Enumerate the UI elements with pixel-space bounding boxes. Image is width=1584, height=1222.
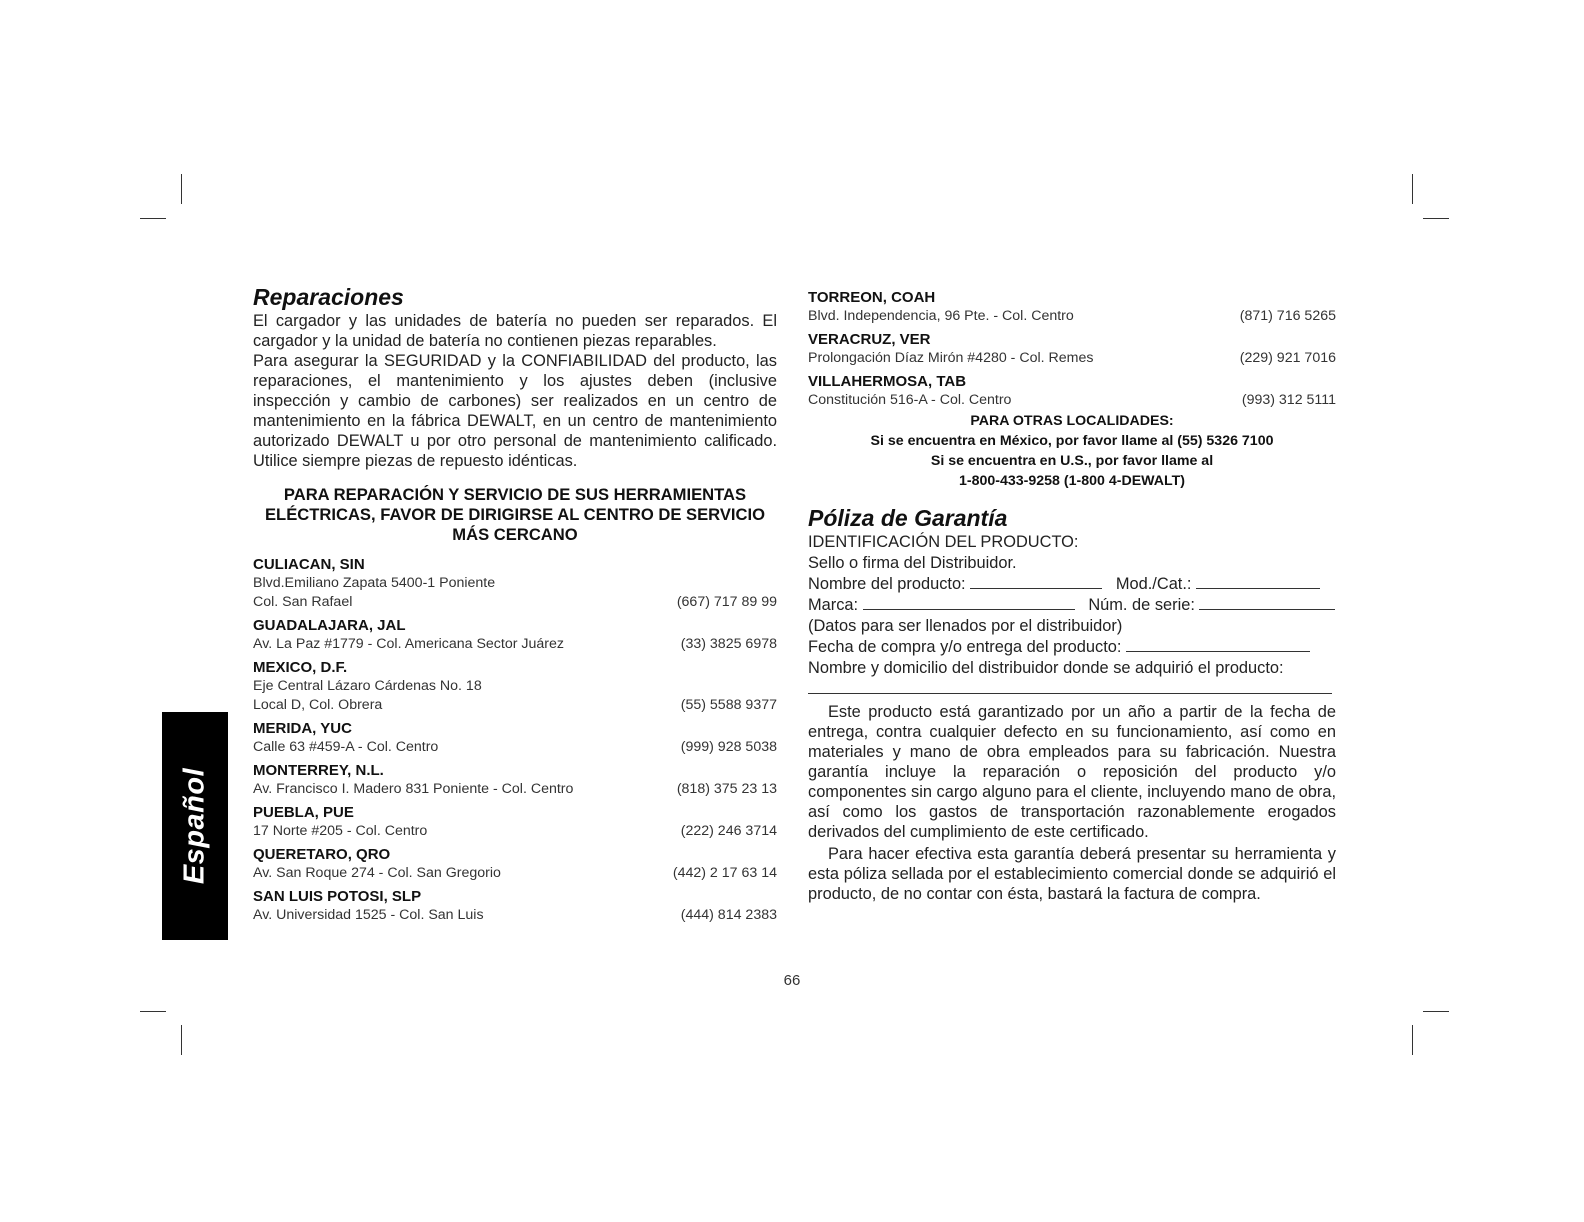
service-center [253,845,777,883]
service-center-address: Prolongación Díaz Mirón #4280 - Col. Remes [808,350,1094,366]
service-center-phone: (818) 375 23 13 [676,781,777,797]
serial-label: Núm. de serie: [1088,596,1195,614]
service-center-address: Av. La Paz #1779 - Col. Americana Sector Juárez [253,636,564,652]
distributor-address-label: Nombre y domicilio del distribuidor donde se adquirió el producto: [808,659,1284,677]
service-center [808,330,1336,368]
language-tab [162,712,228,940]
other-locations-us-line-2: 1-800-433-9258 (1-800 4-DEWALT) [958,473,1186,489]
crop-mark [181,174,182,204]
other-locations-title: PARA OTRAS LOCALIDADES: [970,413,1174,429]
brand-row [808,595,1336,616]
service-center-address-row [253,593,777,612]
service-center-address: Constitución 516-A - Col. Centro [808,392,1012,408]
other-locations-mexico: Si se encuentra en México, por favor llame al (55) 5326 7100 [870,433,1274,449]
service-center [253,761,777,799]
service-center-phone: (55) 5588 9377 [680,697,777,713]
service-center-address: Blvd.Emiliano Zapata 5400-1 Poniente [253,575,496,591]
service-center [808,288,1336,326]
service-center-phone: (229) 921 7016 [1239,350,1336,366]
service-center-address: Eje Central Lázaro Cárdenas No. 18 [253,678,482,694]
service-center-address-row [808,391,1336,410]
brand-label: Marca: [808,596,859,614]
other-locations-us-line-1: Si se encuentra en U.S., por favor llame al [930,453,1214,469]
distributor-note: (Datos para ser llenados por el distribuidor) [808,617,1123,635]
service-center-address: Av. Francisco I. Madero 831 Poniente - Col. Centro [253,781,574,797]
service-center [253,803,777,841]
service-center-address: Local D, Col. Obrera [253,697,383,713]
distributor-address-field[interactable] [808,679,1332,694]
service-center-address-row [253,677,777,696]
language-tab-label: Español [178,767,211,885]
service-center-phone: (222) 246 3714 [680,823,777,839]
service-center-phone: (442) 2 17 63 14 [672,865,777,881]
service-center-city: SAN LUIS POTOSI, SLP [253,888,422,905]
service-center-address: Blvd. Independencia, 96 Pte. - Col. Centro [808,308,1074,324]
service-center-city: GUADALAJARA, JAL [253,617,406,634]
service-center-address: Calle 63 #459-A - Col. Centro [253,739,439,755]
crop-mark [140,1011,166,1012]
service-center-address-row [253,864,777,883]
product-name-row [808,574,1336,595]
service-center-city: MONTERREY, N.L. [253,762,384,779]
service-center-city: PUEBLA, PUE [253,804,354,821]
product-id-label: IDENTIFICACIÓN DEL PRODUCTO: [808,533,1079,551]
service-center-address-row [253,822,777,841]
crop-mark [1423,1011,1449,1012]
service-center-city: TORREON, COAH [808,289,936,306]
service-center-city: VERACRUZ, VER [808,331,931,348]
service-center-address-row [253,574,777,593]
poliza-title: Póliza de Garantía [808,505,1008,531]
serial-field[interactable] [1199,595,1335,610]
product-name-field[interactable] [970,574,1102,589]
service-center-phone: (999) 928 5038 [680,739,777,755]
brand-field[interactable] [863,595,1075,610]
service-center-address: Col. San Rafael [253,594,353,610]
reparaciones-paragraph-2: Para asegurar la SEGURIDAD y la CONFIABILIDAD del producto, las reparaciones, el mantenimiento y los ajustes deben (inclusive inspección y cambio de carbones) ser realizados en un centro de mantenimiento en la fábrica DEWALT, en un centro de mantenimiento autorizado DEWALT u por otro personal de mantenimiento calificado. Utilice siempre piezas de repuesto idénticas. [253,352,777,470]
service-center-address-row [253,635,777,654]
crop-mark [140,218,166,219]
service-center-city: VILLAHERMOSA, TAB [808,373,967,390]
purchase-date-row [808,637,1336,658]
model-label: Mod./Cat.: [1115,575,1192,593]
service-center [808,372,1336,410]
service-center-address: Av. Universidad 1525 - Col. San Luis [253,907,484,923]
service-center-city: MERIDA, YUC [253,720,352,737]
warranty-paragraph-2: Para hacer efectiva esta garantía deberá presentar su herramienta y esta póliza sellada por el establecimiento comercial donde se adquirió el producto, de no contar con ésta, bastará la factura de compra. [808,845,1336,903]
service-center-address-row [253,696,777,715]
page-number: 66 [783,972,801,989]
service-center-phone: (667) 717 89 99 [676,594,777,610]
service-center-phone: (444) 814 2383 [680,907,777,923]
purchase-date-label: Fecha de compra y/o entrega del producto: [808,638,1122,656]
service-center-list [253,555,777,925]
service-center [253,555,777,612]
service-center-city: QUERETARO, QRO [253,846,391,863]
service-center-address: Av. San Roque 274 - Col. San Gregorio [253,865,501,881]
seal-label: Sello o firma del Distribuidor. [808,554,1017,572]
right-column [808,284,1336,904]
purchase-date-field[interactable] [1126,637,1310,652]
warranty-paragraph-1: Este producto está garantizado por un año a partir de la fecha de entrega, contra cualquier defecto en su funcionamiento, así como en materiales y mano de obra empleados para su fabricación. Nuestra garantía incluye la reparación o reposición del producto y/o componentes sin cargo alguno para el cliente, incluyendo mano de obra, así como los gastos de transportación razonablemente erogados derivados del cumplimiento de este certificado. [808,703,1336,841]
service-center-address-row [808,307,1336,326]
service-center-list [808,288,1336,410]
service-center-address-row [253,780,777,799]
reparaciones-paragraph-1: El cargador y las unidades de batería no pueden ser reparados. El cargador y la unidad de batería no contienen piezas reparables. [253,312,777,350]
service-center [253,616,777,654]
service-center-city: MEXICO, D.F. [253,659,348,676]
reparaciones-title: Reparaciones [253,284,404,310]
service-center-address-row [808,349,1336,368]
service-center-phone: (33) 3825 6978 [680,636,777,652]
service-center-address: 17 Norte #205 - Col. Centro [253,823,428,839]
model-field[interactable] [1196,574,1320,589]
service-notice: PARA REPARACIÓN Y SERVICIO DE SUS HERRAMIENTAS ELÉCTRICAS, FAVOR DE DIRIGIRSE AL CENTRO DE SERVICIO MÁS CERCANO [264,485,766,544]
service-center-phone: (871) 716 5265 [1239,308,1336,324]
service-center [253,887,777,925]
crop-mark [1412,1025,1413,1055]
service-center-address-row [253,738,777,757]
service-center-address-row [253,906,777,925]
crop-mark [1412,174,1413,204]
left-column [253,284,777,925]
crop-mark [181,1025,182,1055]
service-center [253,719,777,757]
service-center-city: CULIACAN, SIN [253,556,365,573]
product-name-label: Nombre del producto: [808,575,966,593]
service-center [253,658,777,715]
crop-mark [1423,218,1449,219]
service-center-phone: (993) 312 5111 [1241,392,1336,408]
